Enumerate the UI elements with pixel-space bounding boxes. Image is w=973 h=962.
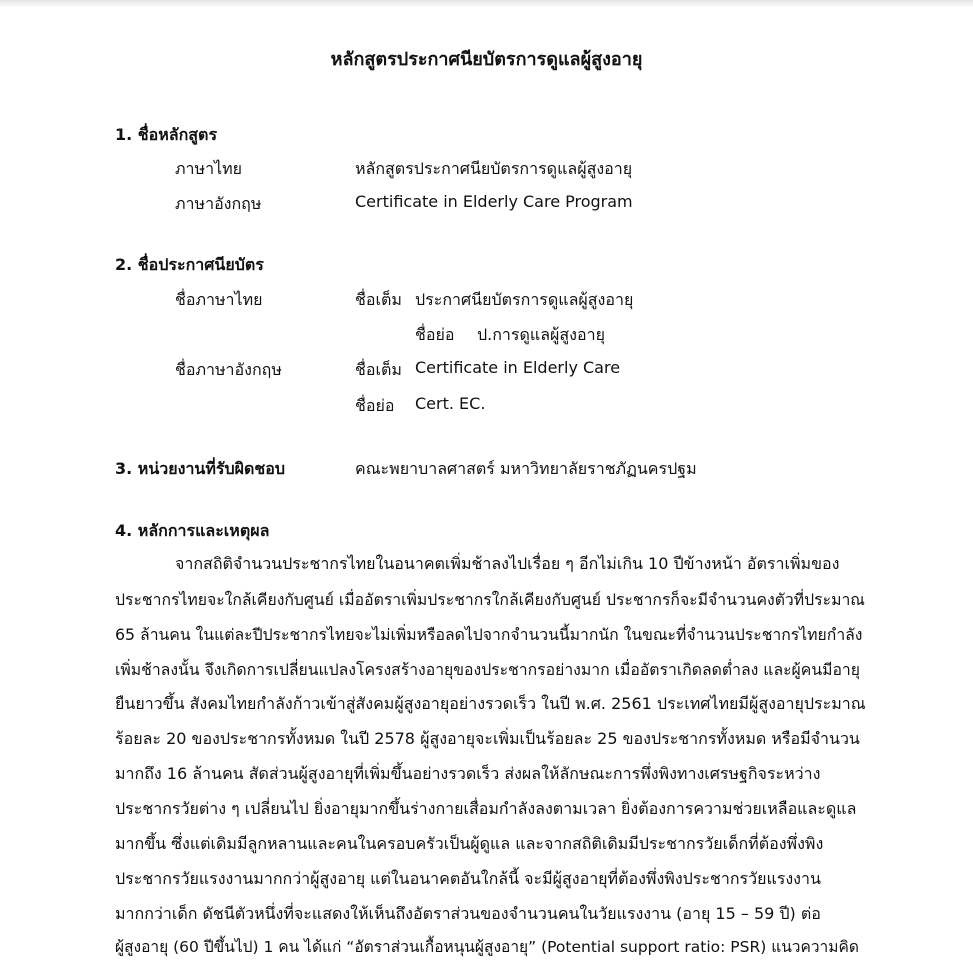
section-2-heading: 2. ชื่อประกาศนียบัตร <box>115 255 264 274</box>
section-4-heading: 4. หลักการและเหตุผล <box>115 521 270 540</box>
rationale-line: มากกว่าเด็ก ดัชนีตัวหนึ่งที่จะแสดงให้เห็นถึงอัตราส่วนของจำนวนคนในวัยแรงงาน (อายุ 15 – 59 ปี) ต่อ <box>115 904 821 923</box>
rationale-line: ประชากรวัยต่าง ๆ เปลี่ยนไป ยิ่งอายุมากขึ้นร่างกายเสื่อมกำลังลงตามเวลา ยิ่งต้องการความช่วยเหลือและดูแล <box>115 799 857 818</box>
rationale-line: ผู้สูงอายุ (60 ปีขึ้นไป) 1 คน ได้แก่ “อัตราส่วนเกื้อหนุนผู้สูงอายุ” (Potential support ratio: PSR) แนวความคิด <box>115 938 859 956</box>
cert-thai-full-value: ประกาศนียบัตรการดูแลผู้สูงอายุ <box>415 290 634 309</box>
course-thai-label: ภาษาไทย <box>175 159 243 178</box>
cert-english-label: ชื่อภาษาอังกฤษ <box>175 360 282 379</box>
page-top-edge <box>0 0 973 8</box>
rationale-line: ประชากรวัยแรงงานมากกว่าผู้สูงอายุ แต่ในอนาคตอันใกล้นี้ จะมีผู้สูงอายุที่ต้องพึ่งพิงประชากรวัยแรงงาน <box>115 869 821 888</box>
responsible-unit-value: คณะพยาบาลศาสตร์ มหาวิทยาลัยราชภัฏนครปฐม <box>355 459 697 478</box>
rationale-line: ยืนยาวขึ้น สังคมไทยกำลังก้าวเข้าสู่สังคมผู้สูงอายุอย่างรวดเร็ว ในปี พ.ศ. 2561 ประเทศไทยมีผู้สูงอายุประมาณ <box>115 694 866 713</box>
cert-english-full-value: Certificate in Elderly Care <box>415 358 621 377</box>
section-1-heading: 1. ชื่อหลักสูตร <box>115 125 218 144</box>
rationale-line: ประชากรไทยจะใกล้เคียงกับศูนย์ เมื่ออัตราเพิ่มประชากรใกล้เคียงกับศูนย์ ประชากรก็จะมีจำนวนคงตัวที่ประมาณ <box>115 590 865 609</box>
document-title: หลักสูตรประกาศนียบัตรการดูแลผู้สูงอายุ <box>330 49 643 70</box>
rationale-line: เพิ่มช้าลงนั้น จึงเกิดการเปลี่ยนแปลงโครงสร้างอายุของประชากรอย่างมาก เมื่ออัตราเกิดลดต่ำลง และผู้คนมีอายุ <box>115 660 860 679</box>
course-english-value: Certificate in Elderly Care Program <box>355 192 633 211</box>
rationale-line: 65 ล้านคน ในแต่ละปีประชากรไทยจะไม่เพิ่มหรือลดไปจากจำนวนนี้มากนัก ในขณะที่จำนวนประชากรไทยกำลัง <box>115 625 863 644</box>
course-thai-value: หลักสูตรประกาศนียบัตรการดูแลผู้สูงอายุ <box>355 159 633 178</box>
cert-thai-label: ชื่อภาษาไทย <box>175 290 263 309</box>
cert-thai-short-label: ชื่อย่อ <box>415 325 455 344</box>
course-english-label: ภาษาอังกฤษ <box>175 194 262 213</box>
rationale-line: ร้อยละ 20 ของประชากรทั้งหมด ในปี 2578 ผู้สูงอายุจะเพิ่มเป็นร้อยละ 25 ของประชากรทั้งหมด หรือมีจำนวน <box>115 729 860 748</box>
cert-english-short-value: Cert. EC. <box>415 394 486 413</box>
rationale-line: จากสถิติจำนวนประชากรไทยในอนาคตเพิ่มช้าลงไปเรื่อย ๆ อีกไม่เกิน 10 ปีข้างหน้า อัตราเพิ่มของ <box>175 554 840 573</box>
rationale-line: มากขึ้น ซึ่งแต่เดิมมีลูกหลานและคนในครอบครัวเป็นผู้ดูแล และจากสถิติเดิมมีประชากรวัยเด็กที่ต้องพึ่งพิง <box>115 834 824 853</box>
cert-thai-full-label: ชื่อเต็ม <box>355 290 402 309</box>
cert-english-full-label: ชื่อเต็ม <box>355 360 402 379</box>
cert-english-short-label: ชื่อย่อ <box>355 396 395 415</box>
section-3-heading: 3. หน่วยงานที่รับผิดชอบ <box>115 459 286 478</box>
cert-thai-short-value: ป.การดูแลผู้สูงอายุ <box>477 325 605 344</box>
rationale-line: มากถึง 16 ล้านคน สัดส่วนผู้สูงอายุที่เพิ่มขึ้นอย่างรวดเร็ว ส่งผลให้ลักษณะการพึ่งพิงทางเศรษฐกิจระหว่าง <box>115 764 821 783</box>
